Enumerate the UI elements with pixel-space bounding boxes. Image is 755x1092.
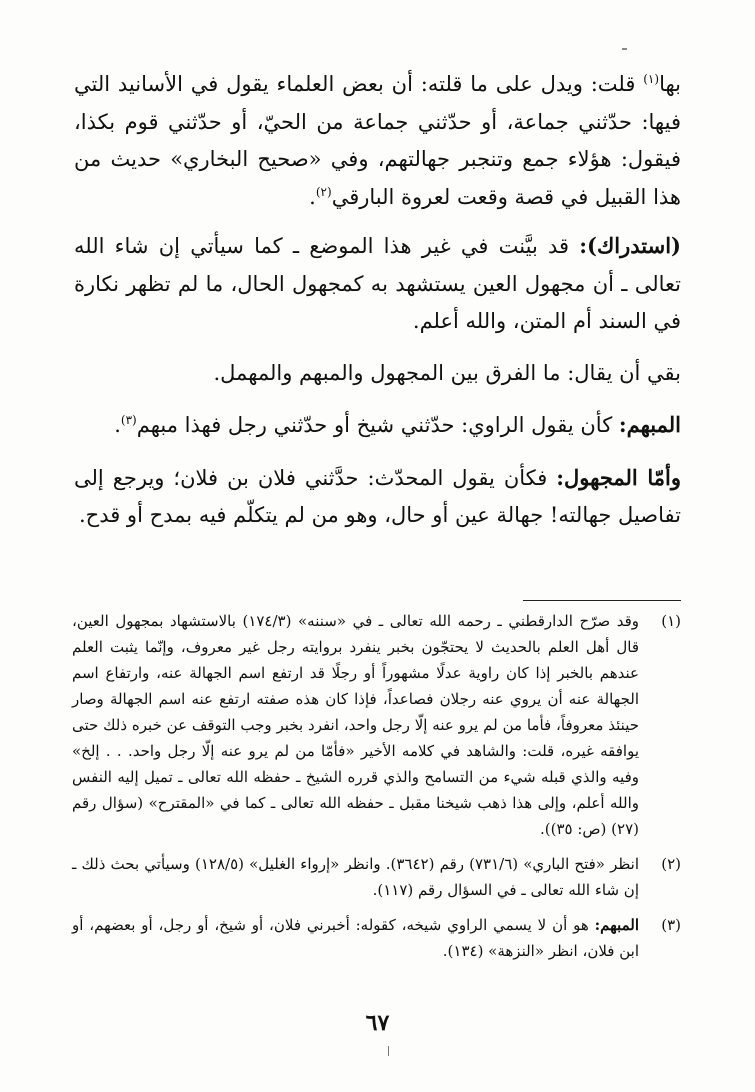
footnotes xyxy=(72,608,681,973)
page-number: ٦٧ xyxy=(365,1010,390,1036)
heading-istidrak: (استدراك): xyxy=(579,233,681,258)
footnote-text: المبهم: هو أن لا يسمي الراوي شيخه، كقوله: أخبرني فلان، أو شيخ، أو رجل، أو بعضهم، أو ابن فلان، انظر «النزهة» (١٣٤). xyxy=(72,916,639,960)
footnote-text: وقد صرّح الدارقطني ـ رحمه الله تعالى ـ في «سننه» (١٧٤/٣) بالاستشهاد بمجهول العين، قال أهل العلم بالحديث لا يحتجّون بخبر ينفرد بروايته رجل غير معروف، وإنّما يثبت العلم عندهم بالخبر إذا كان راوية عدلًا مشهوراً أو رجلًا قد ارتفع اسم الجهالة عنه، وارتفاع اسم الجهالة عنه أن يروي عنه رجلان فصاعداً، فإذا كان هذه صفته ارتفع عنه اسم الجهالة وصار حينئذ معروفاً، فأما من لم يرو عنه إلّا رجل واحد، انفرد بخبر وجب التوقف عن خبره ذلك حتى يوافقه غيره، قلت: والشاهد في كلامه الأخير «فأمّا من لم يرو عنه إلّا رجل واحد. . . إلخ» وفيه والذي قبله شيء من التسامح والذي قرره الشيخ ـ حفظه الله تعالى ـ تميل إليه النفس والله أعلم، وإلى هذا ذهب شيخنا مقبل ـ حفظه الله تعالى ـ كما في «المقترح» (سؤال رقم (٢٧) (ص: ٣٥)). xyxy=(72,612,639,838)
footnote-ref-2[interactable]: (٢) xyxy=(315,184,332,199)
footnote-text: انظر «فتح الباري» (٧٣١/٦) رقم (٣٦٤٢). وانظر «إرواء الغليل» (١٢٨/٥) وسيأتي بحث ذلك ـ إن شاء الله تعالى ـ في السؤال رقم (١١٧). xyxy=(72,855,639,899)
footnote-separator xyxy=(523,600,681,601)
footnote-number: (٢) xyxy=(661,855,681,873)
paragraph-3: بقي أن يقال: ما الفرق بين المجهول والمبهم والمهمل. xyxy=(213,360,681,385)
heading-mubham: المبهم: xyxy=(618,412,681,437)
footnote-2 xyxy=(72,851,681,903)
footnote-ref-1[interactable]: (١) xyxy=(643,72,660,86)
paragraph-1: بها$^{(١)}$ قلت: ويدل على ما قلته: أن بعض العلماء يقول في الأسانيد التي فيها: حدّثني جماعة، أو حدّثني جماعة من الحيّ، أو حدّثني قوم بكذا، فيقول: هؤلاء جمع وتنجبر جهالتهم، وفي «صحيح البخاري» حديث من هذا القبيل في قصة وقعت لعروة البارقي$^{(٢)}$. xyxy=(74,72,681,209)
footnote-ref-3[interactable]: (٣) xyxy=(120,413,137,427)
main-text xyxy=(74,66,681,535)
scan-tick xyxy=(388,1046,389,1056)
footnote-term: المبهم: xyxy=(594,916,639,934)
scan-mark xyxy=(622,48,627,50)
footnote-number: (١) xyxy=(661,612,681,630)
footnote-3 xyxy=(72,912,681,964)
footnote-number: (٣) xyxy=(661,916,681,934)
paragraph-2: (استدراك): قد بيَّنت في غير هذا الموضع ـ كما سيأتي إن شاء الله تعالى ـ أن مجهول العين يستشهد به كمجهول الحال، ما لم تظهر نكارة في السند أم المتن، والله أعلم. xyxy=(74,233,681,333)
paragraph-5: وأمّا المجهول: فكأن يقول المحدّث: حدَّثني فلان بن فلان؛ ويرجع إلى تفاصيل جهالته! جهالة عين أو حال، وهو من لم يتكلّم فيه بمدح أو قدح. xyxy=(74,464,681,527)
footnote-1 xyxy=(72,608,681,842)
heading-majhul: وأمّا المجهول: xyxy=(556,464,681,490)
paragraph-4: المبهم: كأن يقول الراوي: حدّثني شيخ أو حدّثني رجل فهذا مبهم$^{(٣)}$. xyxy=(114,412,681,437)
